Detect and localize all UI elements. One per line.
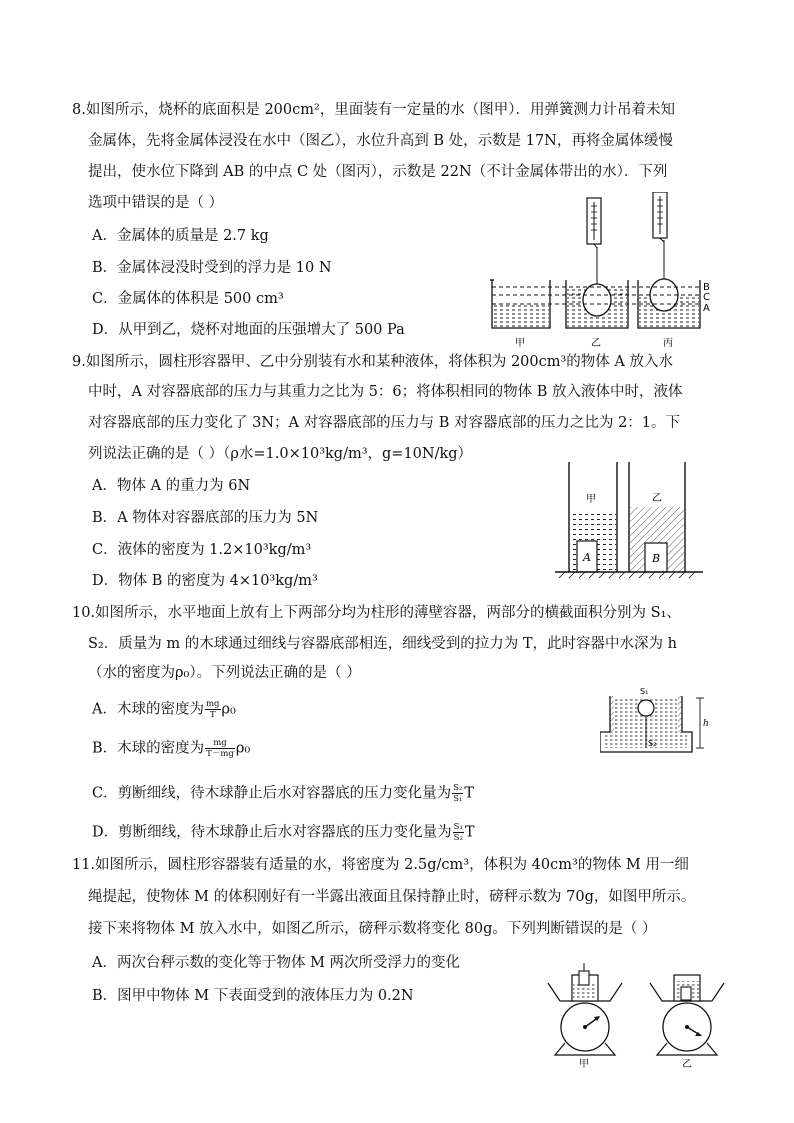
q8-option-c: C．金属体的体积是 500 cm³ [92, 291, 284, 307]
q10-option-c-fraction: $\frac{\text{S₂}}{\text{S₁}}$ [453, 783, 463, 804]
q9-option-a: A．物体 A 的重力为 6N [92, 478, 251, 494]
q9-stem-line1: 9.如图所示，圆柱形容器甲、乙中分别装有水和某种液体，将体积为 200cm³的物体 A 放入水 [72, 354, 673, 370]
q9-stem-line2: 中时，A 对容器底部的压力与其重力之比为 5：6；将体积相同的物体 B 放入液体中时，液体 [88, 384, 683, 400]
q8-caption-bing: 丙 [663, 338, 673, 349]
q10-label-h: h [703, 719, 709, 729]
scale-yi [650, 975, 724, 1070]
q10-figure [600, 686, 712, 756]
q8-figure [488, 192, 718, 354]
q10-option-d-fraction: $\frac{\text{S₁}}{\text{S₂}}$ [453, 822, 463, 843]
q8-caption-jia: 甲 [515, 338, 525, 349]
q11-caption-jia: 甲 [579, 1059, 589, 1070]
q9-label-block-b: B [652, 552, 661, 565]
q8-label-a: A [703, 303, 710, 314]
q10-option-d: D．剪断细线，待木球静止后水对容器底的压力变化量为 $\frac{\text{S₁}}{\text{S₂}}$ T [92, 822, 475, 843]
q9-figure [555, 462, 705, 580]
q8-option-b: B．金属体浸没时受到的浮力是 10 N [92, 260, 332, 276]
q11-stem-line1: 11.如图所示，圆柱形容器装有适量的水，将密度为 2.5g/cm³，体积为 40cm³的物体 M 用一细 [72, 857, 689, 873]
q10-label-s1: S₁ [640, 687, 649, 696]
q11-option-b: B．图甲中物体 M 下表面受到的液体压力为 0.2N [92, 988, 414, 1004]
q9-stem-line3: 对容器底部的压力变化了 3N；A 对容器底部的压力与 B 对容器底部的压力之比为 2：1。下 [88, 415, 681, 431]
q11-option-a: A．两次台秤示数的变化等于物体 M 两次所受浮力的变化 [92, 955, 461, 971]
q11-stem-line2: 绳提起，使物体 M 的体积刚好有一半露出液面且保持静止时，磅秤示数为 70g，如图甲所示。 [88, 889, 696, 905]
q8-stem-line1: 8.如图所示，烧杯的底面积是 200cm²，里面装有一定量的水（图甲）．用弹簧测力计吊着未知 [72, 102, 676, 118]
q10-option-c: C．剪断细线，待木球静止后水对容器底的压力变化量为 $\frac{\text{S₂}}{\text{S₁}}$ T [92, 783, 474, 804]
q9-option-b: B．A 物体对容器底部的压力为 5N [92, 510, 319, 526]
q8-option-a: A．金属体的质量是 2.7 kg [92, 228, 269, 244]
q11-caption-yi: 乙 [682, 1059, 692, 1070]
q9-option-d: D．物体 B 的密度为 4×10³kg/m³ [92, 573, 318, 589]
q10-label-s2: S₂ [648, 739, 657, 748]
q8-label-c: C [703, 292, 710, 303]
q8-label-b: B [703, 282, 710, 293]
q9-label-yi: 乙 [652, 493, 662, 504]
q11-stem-line3: 接下来将物体 M 放入水中，如图乙所示，磅秤示数将变化 80g。下列判断错误的是（ ） [88, 921, 657, 937]
q9-stem-line4: 列说法正确的是（ ）（ρ水=1.0×10³kg/m³，g=10N/kg） [88, 446, 473, 462]
q9-label-jia: 甲 [586, 494, 596, 505]
q9-label-block-a: A [583, 551, 591, 564]
q10-stem-line3: （水的密度为ρ₀）。下列说法正确的是（ ） [88, 665, 361, 681]
q10-option-b-fraction: $\frac{mg}{T-mg}$ [206, 738, 234, 759]
q10-option-a: A．木球的密度为 $\frac{mg}{T}$ ρ₀ [92, 699, 236, 720]
q11-figure [542, 963, 742, 1073]
q10-stem-line1: 10.如图所示，水平地面上放有上下两部分均为柱形的薄壁容器，两部分的横截面积分别为 S₁、 [72, 605, 681, 621]
q8-caption-yi: 乙 [591, 338, 601, 349]
beaker-bing [638, 192, 700, 328]
scale-jia [548, 963, 622, 1070]
q10-option-a-fraction: $\frac{mg}{T}$ [205, 699, 220, 720]
q8-stem-line4: 选项中错误的是（ ） [88, 195, 224, 211]
q10-option-b: B．木球的密度为 $\frac{mg}{T-mg}$ ρ₀ [92, 738, 251, 759]
q9-option-c: C．液体的密度为 1.2×10³kg/m³ [92, 542, 312, 558]
beaker-yi [566, 198, 628, 328]
q10-stem-line2: S₂．质量为 m 的木球通过细线与容器底部相连，细线受到的拉力为 T，此时容器中水深为 h [88, 636, 677, 652]
q8-stem-line3: 提出，使水位下降到 AB 的中点 C 处（图丙），示数是 22N（不计金属体带出的水）．下列 [88, 164, 668, 180]
q8-stem-line2: 金属体，先将金属体浸没在水中（图乙），水位升高到 B 处，示数是 17N，再将金属体缓慢 [88, 133, 673, 149]
q8-option-d: D．从甲到乙，烧杯对地面的压强增大了 500 Pa [92, 322, 405, 338]
